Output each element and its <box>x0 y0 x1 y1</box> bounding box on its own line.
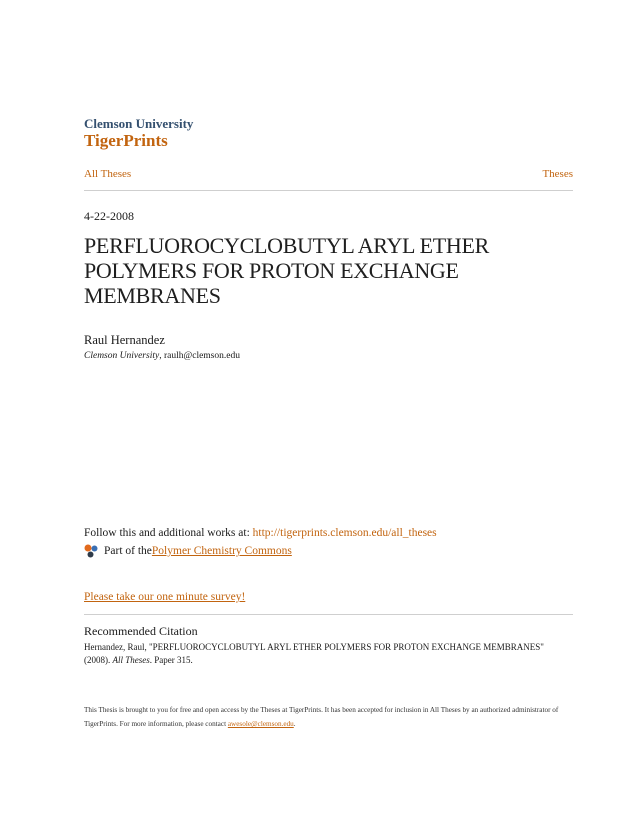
follow-text: Follow this and additional works at: <box>84 527 253 539</box>
theses-link[interactable]: Theses <box>542 168 573 180</box>
repository-name[interactable]: TigerPrints <box>84 131 168 150</box>
author-name: Raul Hernandez <box>84 333 165 347</box>
survey-link[interactable]: Please take our one minute survey! <box>84 591 246 603</box>
footer-text: This Thesis is brought to you for free and open access by the Theses at TigerPrints. It has been accepted for inclusion in All Theses by an authorized administrator of TigerPrints. For more information, please contact <box>84 706 559 728</box>
divider <box>84 190 573 191</box>
citation-journal: All Theses <box>112 655 150 665</box>
divider <box>84 614 573 615</box>
follow-url-link[interactable]: http://tigerprints.clemson.edu/all_theses <box>252 527 437 539</box>
citation-part-1: Hernandez, Raul, "PERFLUOROCYCLOBUTYL ARYL ETHER POLYMERS FOR PROTON EXCHANGE MEMBRANES" (2008). <box>84 642 544 665</box>
contact-email-link[interactable]: awesole@clemson.edu <box>227 720 294 728</box>
author-email: , raulh@clemson.edu <box>159 351 240 361</box>
document-title: PERFLUOROCYCLOBUTYL ARYL ETHER POLYMERS FOR PROTON EXCHANGE MEMBRANES <box>84 233 489 308</box>
part-of-line <box>84 544 292 558</box>
affiliation-name: Clemson University <box>84 351 160 361</box>
nav-bar <box>84 168 573 180</box>
network-icon <box>84 544 98 558</box>
part-of-text: Part of the <box>104 545 152 557</box>
institution-name: Clemson University <box>84 116 194 131</box>
follow-line <box>84 527 437 539</box>
citation-heading: Recommended Citation <box>84 624 198 638</box>
citation-part-2: . Paper 315. <box>149 655 193 665</box>
publication-date: 4-22-2008 <box>84 209 134 223</box>
author-affiliation <box>84 351 240 361</box>
footer-notice <box>84 703 564 731</box>
polymer-chemistry-commons-link[interactable]: Polymer Chemistry Commons <box>151 545 292 557</box>
footer-end: . <box>293 720 296 728</box>
citation-text <box>84 641 559 667</box>
all-theses-link[interactable]: All Theses <box>84 168 132 180</box>
